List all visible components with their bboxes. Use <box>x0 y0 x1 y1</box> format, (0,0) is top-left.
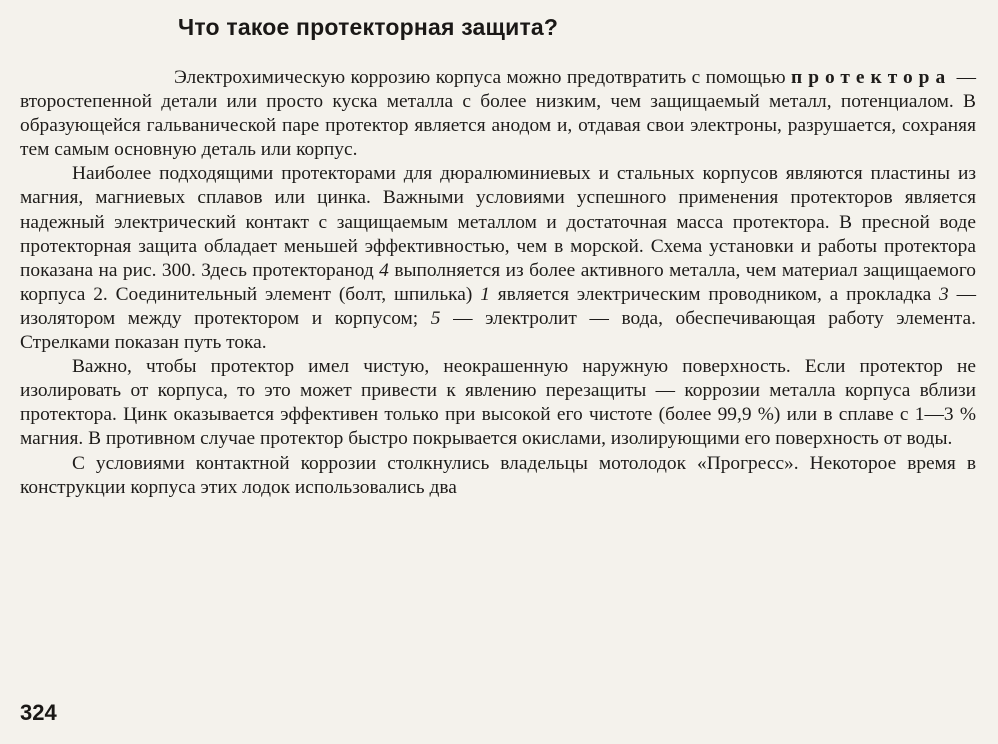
p2-text-1: Наиболее подходящими протекторами для дюралюминиевых и стальных корпусов являются пластины из магния, магниевых сплавов или цинка. Важными условиями успешного применения протекторов является надежный электрический контакт с защищаемым металлом и достаточная масса протектора. В пресной воде протекторная защита обладает меньшей эффективностью, чем в морской. Схема установки и работы протектора показана на рис. 300. Здесь протекторанод <box>20 163 976 281</box>
p2-ref-2: 2 <box>93 283 103 305</box>
p2-ref-5: 5 <box>430 307 441 329</box>
section-heading: Что такое протекторная защита? <box>178 14 559 40</box>
p1-after: — второстепенной детали или просто куска металла с более низким, чем защищаемый металл, потенциалом. В образующейся гальванической паре протектор является анодом и, отдавая свои электроны, разрушается, сохраняя тем самым основную деталь или корпус. <box>20 67 976 161</box>
p2-text-5: — изолятором между протектором и корпусом; <box>20 283 976 329</box>
body-text <box>20 66 976 500</box>
p2-text-6: — электролит — вода, обеспечивающая работу элемента. Стрелками показан путь тока. <box>20 307 976 354</box>
paragraph-3: Важно, чтобы протектор имел чистую, неокрашенную наружную поверхность. Если протектор не изолировать от корпуса, то это может привести к явлению перезащиты — коррозии металла корпуса вблизи протектора. Цинк оказывается эффективен только при высокой его чистоте (более 99,9 %) или в сплаве с 1—3 % магния. В противном случае протектор быстро покрывается окислами, изолирующими его поверхность от воды. <box>20 356 976 450</box>
p2-ref-1: 1 <box>480 283 490 305</box>
p2-text-2: выполняется из более активного металла, чем материал защищаемого корпуса <box>20 259 976 305</box>
paragraph-1 <box>20 66 976 162</box>
page-number: 324 <box>20 700 57 725</box>
p2-ref-3: 3 <box>939 283 949 305</box>
p2-ref-4: 4 <box>379 259 389 281</box>
paragraph-2 <box>20 162 976 355</box>
p1-before: Электрохимическую коррозию корпуса можно предотвратить с помощью <box>174 67 786 88</box>
p1-spaced-term: протектора <box>791 67 952 88</box>
paragraph-4: С условиями контактной коррозии столкнулись владельцы мотолодок «Прогресс». Некоторое время в конструкции корпуса этих лодок использовались два <box>20 452 976 498</box>
p2-text-4: является электрическим проводником, а прокладка <box>497 283 932 305</box>
p2-text-3: . Соединительный элемент (болт, шпилька) <box>102 283 473 305</box>
